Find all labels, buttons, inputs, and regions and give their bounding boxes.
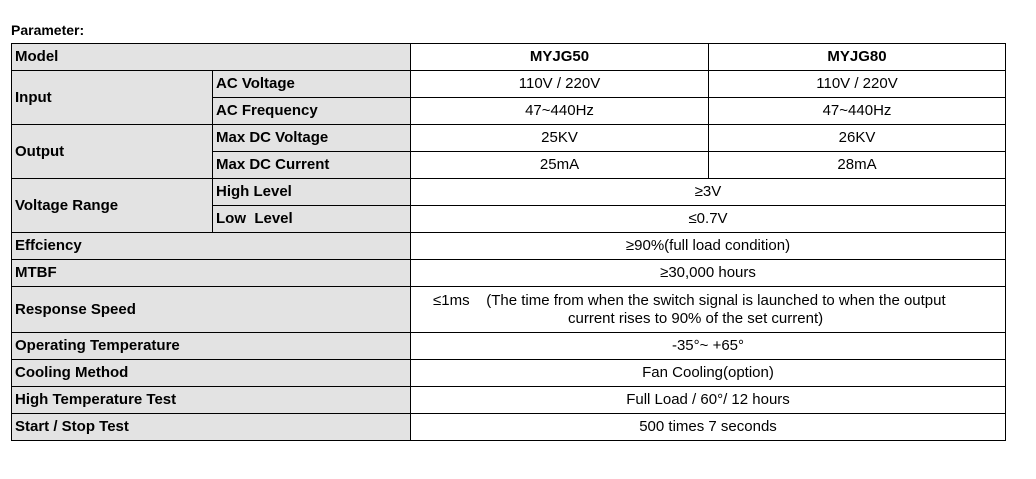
response-speed-label: Response Speed [12,287,411,333]
ac-voltage-label: AC Voltage [213,71,411,98]
ac-frequency-value-2: 47~440Hz [709,98,1006,125]
max-dc-voltage-value-2: 26KV [709,125,1006,152]
model-name-2: MYJG80 [709,44,1006,71]
low-level-label: Low Level [213,206,411,233]
table-row [12,179,1006,206]
operating-temperature-label: Operating Temperature [12,333,411,360]
output-label: Output [12,125,213,179]
max-dc-current-value-1: 25mA [411,152,709,179]
model-label: Model [12,44,411,71]
cooling-method-value: Fan Cooling(option) [411,360,1006,387]
model-name-1: MYJG50 [411,44,709,71]
low-level-value: ≤0.7V [411,206,1006,233]
ac-frequency-label: AC Frequency [213,98,411,125]
max-dc-voltage-label: Max DC Voltage [213,125,411,152]
max-dc-current-label: Max DC Current [213,152,411,179]
response-speed-line-2: current rises to 90% of the set current) [568,309,824,327]
voltage-range-label: Voltage Range [12,179,213,233]
max-dc-voltage-value-1: 25KV [411,125,709,152]
ac-frequency-value-1: 47~440Hz [411,98,709,125]
start-stop-test-label: Start / Stop Test [12,414,411,441]
start-stop-test-value: 500 times 7 seconds [411,414,1006,441]
input-label: Input [12,71,213,125]
mtbf-value: ≥30,000 hours [411,260,1006,287]
table-row [12,44,1006,71]
ac-voltage-value-1: 110V / 220V [411,71,709,98]
table-row [12,125,1006,152]
table-row [12,260,1006,287]
high-level-label: High Level [213,179,411,206]
high-temperature-test-label: High Temperature Test [12,387,411,414]
ac-voltage-value-2: 110V / 220V [709,71,1006,98]
response-speed-line-1: ≤1ms (The time from when the switch signal is launched to when the output [433,291,946,309]
operating-temperature-value: -35°~ +65° [411,333,1006,360]
response-speed-value [411,287,1006,333]
cooling-method-label: Cooling Method [12,360,411,387]
high-level-value: ≥3V [411,179,1006,206]
table-row [12,360,1006,387]
table-row [12,71,1006,98]
table-row [12,233,1006,260]
efficiency-value: ≥90%(full load condition) [411,233,1006,260]
table-row [12,287,1006,333]
table-row [12,333,1006,360]
section-title: Parameter: [11,22,85,38]
table-row [12,387,1006,414]
high-temperature-test-value: Full Load / 60°/ 12 hours [411,387,1006,414]
mtbf-label: MTBF [12,260,411,287]
max-dc-current-value-2: 28mA [709,152,1006,179]
efficiency-label: Effciency [12,233,411,260]
table-row [12,414,1006,441]
parameter-table [11,43,1006,441]
